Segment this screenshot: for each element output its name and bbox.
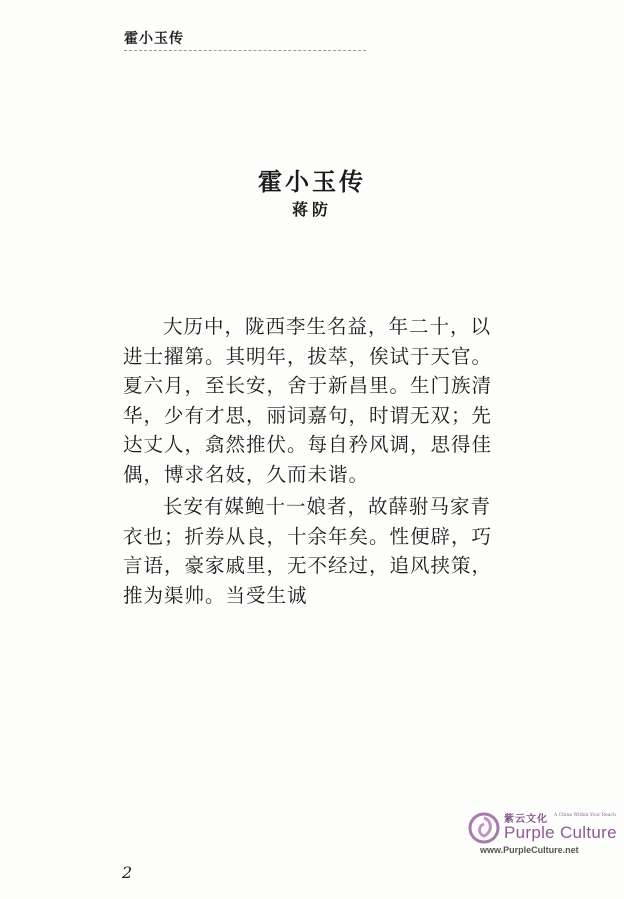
chapter-title: 霍小玉传 — [258, 167, 366, 197]
author-name: 蒋防 — [291, 200, 332, 219]
paragraph: 长安有媒鲍十一娘者，故薛驸马家青衣也；折券从良，十余年矣。性便辟，巧言语，豪家戚里，无不经过，追风挟策，推为渠帅。当受生诚 — [123, 495, 493, 607]
purple-culture-logo-icon — [468, 812, 500, 844]
watermark-tagline: A China Within Your Reach — [554, 813, 616, 818]
page-number: 2 — [122, 863, 133, 882]
watermark-url: www.PurpleCulture.net — [480, 845, 579, 855]
purple-culture-watermark — [468, 806, 618, 858]
paragraph: 大历中，陇西李生名益，年二十，以进士擢第。其明年，拔萃，俟试于天官。夏六月，至长安，舍于新昌里。生门族清华，少有才思，丽词嘉句，时谓无双；先达丈人，翕然推伏。每自矜风调，思得佳偶，博求名妓，久而未谐。 — [123, 315, 493, 486]
header-divider — [124, 50, 366, 51]
watermark-brand-en: Purple Culture — [504, 823, 617, 842]
watermark-brand-cn: 紫云文化 — [504, 814, 548, 825]
article-body — [123, 312, 507, 610]
running-head-title: 霍小玉传 — [124, 31, 184, 47]
